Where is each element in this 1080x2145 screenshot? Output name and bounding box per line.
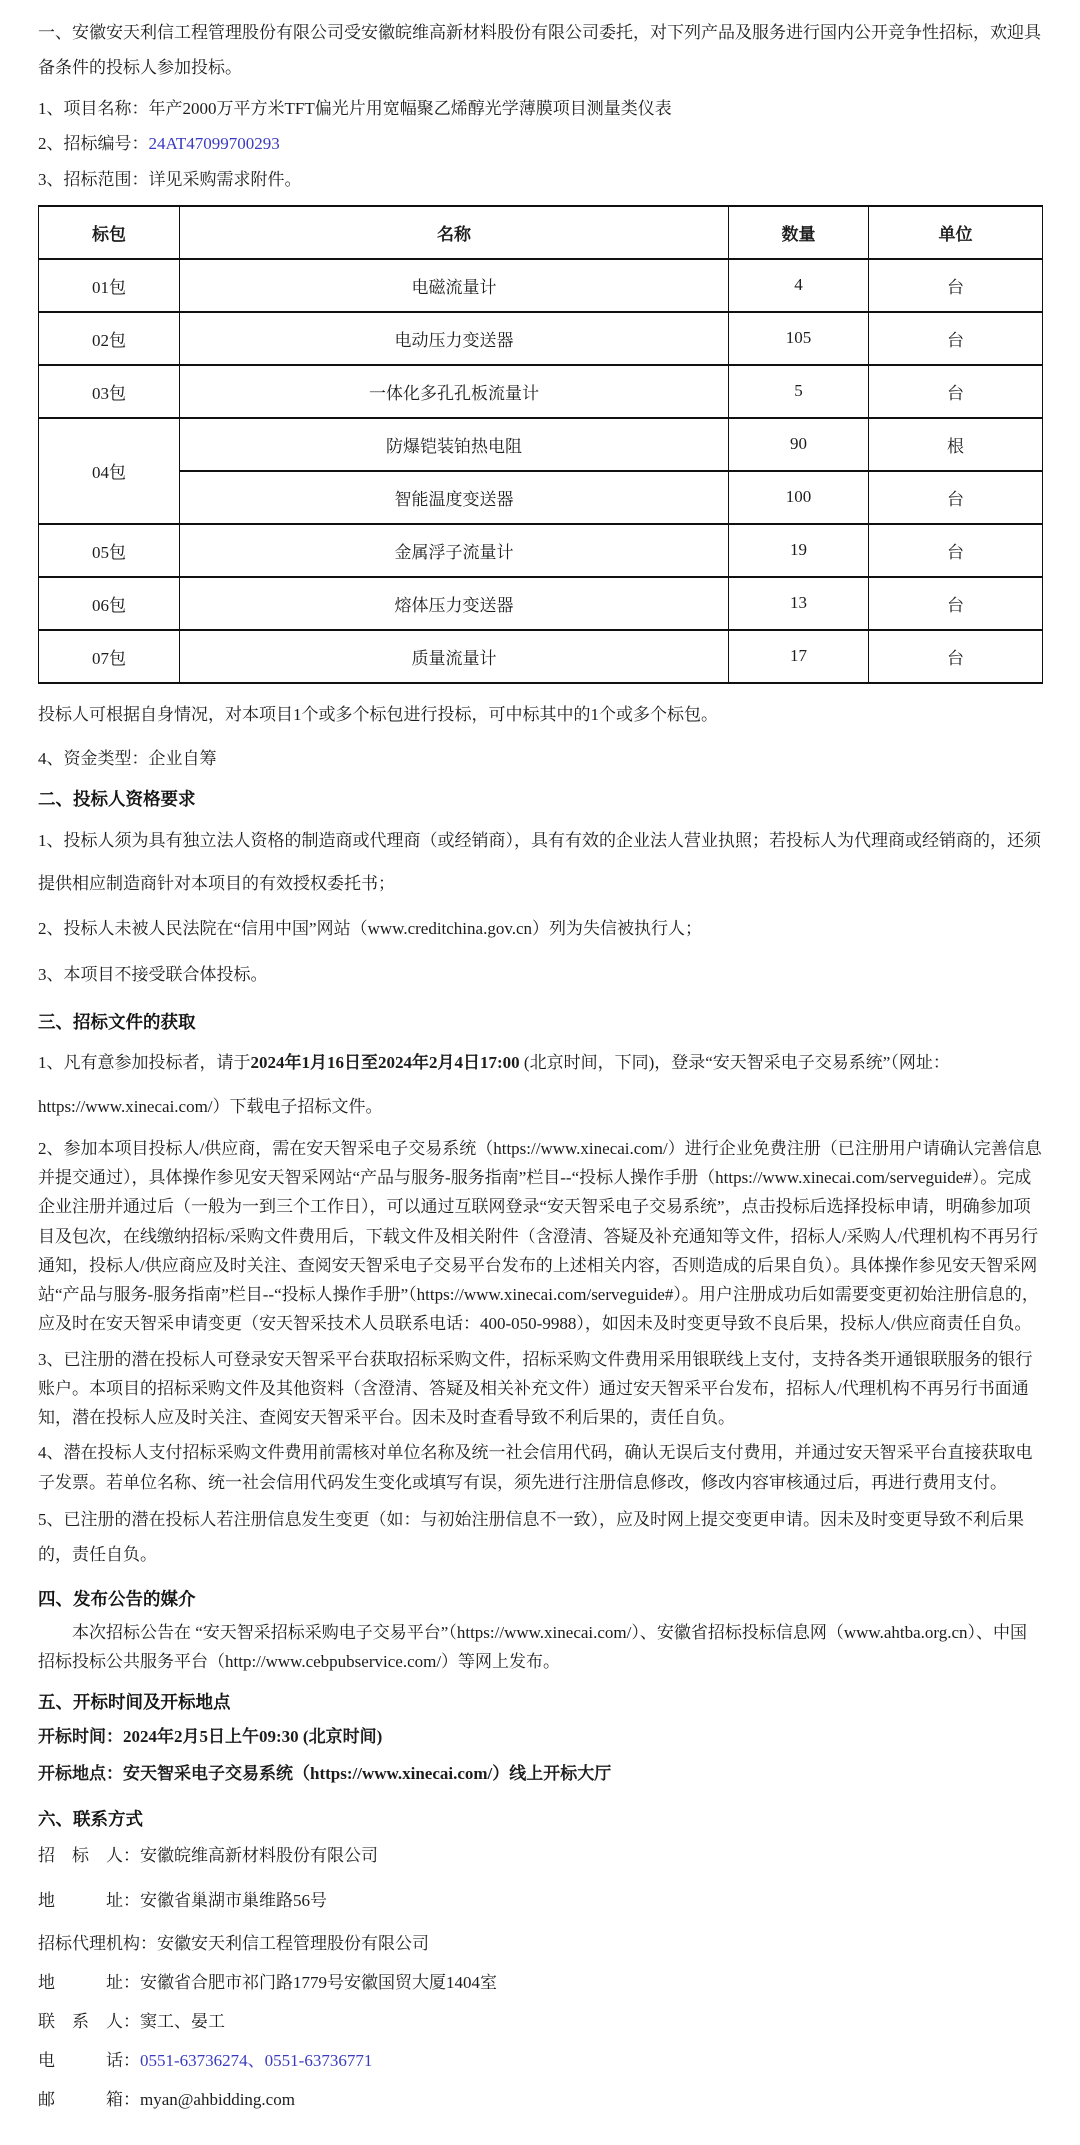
qualification-item: 1、投标人须为具有独立法人资格的制造商或代理商（或经销商），具有有效的企业法人营业执照；若投标人为代理商或经销商的，还须提供相应制造商针对本项目的有效授权委托书； — [38, 830, 1041, 894]
phone-numbers: 0551-63736274、0551-63736771 — [140, 2051, 373, 2071]
fund-type-line: 4、资金类型：企业自筹 — [38, 748, 217, 768]
bid-opening-time: 开标时间：2024年2月5日上午09:30 (北京时间) — [38, 1727, 383, 1747]
cell-name: 防爆铠装铂热电阻 — [180, 418, 729, 471]
table-row — [39, 630, 1043, 683]
phone-line — [38, 2041, 1042, 2080]
cell-package: 06包 — [39, 577, 180, 630]
cell-quantity: 4 — [729, 259, 869, 312]
cell-quantity: 90 — [729, 418, 869, 471]
tenderer-label: 招 标 人： — [38, 1845, 140, 1865]
contact-persons: 窦工、晏工 — [140, 2012, 225, 2032]
tenderer-address-line — [38, 1881, 1042, 1920]
col-header-name: 名称 — [180, 206, 729, 259]
col-header-package: 标包 — [39, 206, 180, 259]
agency-address: 安徽省合肥市祁门路1779号安徽国贸大厦1404室 — [140, 1973, 497, 1993]
contact-persons-label: 联 系 人： — [38, 2012, 140, 2032]
cell-package: 03包 — [39, 365, 180, 418]
cell-quantity: 13 — [729, 577, 869, 630]
announcement-media-body: 本次招标公告在 “安天智采招标采购电子交易平台”（https://www.xinecai.com/）、安徽省招标投标信息网（www.ahtba.org.cn）、中国招标投标公共服务平台（http://www.cebpubservice.com/）等网上发布。 — [38, 1622, 1028, 1671]
cell-unit: 台 — [869, 471, 1043, 524]
section-heading-bid-opening: 五、开标时间及开标地点 — [38, 1692, 231, 1713]
agency-address-line — [38, 1963, 1042, 2002]
intro-paragraph: 一、安徽安天利信工程管理股份有限公司受安徽皖维高新材料股份有限公司委托，对下列产品及服务进行国内公开竞争性招标，欢迎具备条件的投标人参加投标。 — [38, 23, 1041, 77]
table-row — [39, 524, 1043, 577]
multi-package-note: 投标人可根据自身情况，对本项目1个或多个标包进行投标，可中标其中的1个或多个标包。 — [38, 704, 718, 724]
cell-unit: 台 — [869, 630, 1043, 683]
qualification-item: 3、本项目不接受联合体投标。 — [38, 964, 268, 984]
phone-label: 电 话： — [38, 2051, 140, 2071]
acquisition-deadline: 2024年1月16日至2024年2月4日17:00 — [250, 1053, 520, 1073]
table-row — [39, 577, 1043, 630]
email-label: 邮 箱： — [38, 2090, 140, 2110]
acquisition-item-5: 5、已注册的潜在投标人若注册信息发生变更（如：与初始注册信息不一致），应及时网上提交变更申请。因未及时变更导致不利后果的，责任自负。 — [38, 1509, 1024, 1564]
tender-code-value: 24AT47099700293 — [148, 134, 280, 154]
table-row — [39, 312, 1043, 365]
table-row — [39, 418, 1043, 471]
cell-quantity: 105 — [729, 312, 869, 365]
cell-name: 熔体压力变送器 — [180, 577, 729, 630]
cell-unit: 台 — [869, 577, 1043, 630]
tenderer-address: 安徽省巢湖市巢维路56号 — [140, 1890, 327, 1910]
acquisition-item-2: 2、参加本项目投标人/供应商，需在安天智采电子交易系统（https://www.xinecai.com/）进行企业免费注册（已注册用户请确认完善信息并提交通过），具体操作参见安天智采网站“产品与服务-服务指南”栏目--“投标人操作手册（https://www.xinecai.com/serveguide#）。完成企业注册并通过后（一般为一到三个工作日），可以通过互联网登录“安天智采电子交易系统”，点击投标后选择投标申请，明确参加项目及包次，在线缴纳招标/采购文件费用后，下载文件及相关附件（含澄清、答疑及补充通知等文件，招标人/采购人/代理机构不再另行通知，投标人/供应商应及时关注、查阅安天智采电子交易平台发布的上述相关内容，否则造成的后果自负）。具体操作参见安天智采网站“产品与服务-服务指南”栏目--“投标人操作手册”（https://www.xinecai.com/serveguide#）。用户注册成功后如需要变更初始注册信息的，应及时在安天智采申请变更（安天智采技术人员联系电话：400-050-9988），如因未及时变更导致不良后果，投标人/供应商责任自负。 — [38, 1139, 1042, 1334]
cell-quantity: 19 — [729, 524, 869, 577]
agency-name: 安徽安天利信工程管理股份有限公司 — [157, 1934, 429, 1953]
tender-scope-line: 3、招标范围：详见采购需求附件。 — [38, 170, 302, 190]
acquisition-item-1-post: (北京时间，下同)，登录“安天智采电子交易系统”（网址：https://www.xinecai.com/）下载电子招标文件。 — [38, 1053, 950, 1116]
tenderer-address-label: 地 址： — [38, 1890, 140, 1910]
cell-name: 一体化多孔孔板流量计 — [180, 365, 729, 418]
tenderer-line — [38, 1836, 1042, 1875]
cell-unit: 台 — [869, 365, 1043, 418]
cell-unit: 根 — [869, 418, 1043, 471]
email-line — [38, 2080, 1042, 2119]
project-name-line: 1、项目名称：年产2000万平方米TFT偏光片用宽幅聚乙烯醇光学薄膜项目测量类仪表 — [38, 98, 672, 118]
bid-opening-place: 开标地点：安天智采电子交易系统（https://www.xinecai.com/）线上开标大厅 — [38, 1764, 612, 1784]
section-heading-bidder-qualifications: 二、投标人资格要求 — [38, 789, 196, 810]
acquisition-item-1-pre: 1、凡有意参加投标者，请于 — [38, 1053, 251, 1073]
cell-unit: 台 — [869, 259, 1043, 312]
agency-label: 招标代理机构： — [38, 1934, 157, 1953]
bid-packages-table — [38, 205, 1043, 684]
cell-name: 质量流量计 — [180, 630, 729, 683]
tenderer-name: 安徽皖维高新材料股份有限公司 — [140, 1845, 378, 1865]
cell-package: 01包 — [39, 259, 180, 312]
table-row — [39, 259, 1043, 312]
email-address: myan@ahbidding.com — [140, 2090, 295, 2110]
col-header-quantity: 数量 — [729, 206, 869, 259]
cell-unit: 台 — [869, 524, 1043, 577]
cell-package: 02包 — [39, 312, 180, 365]
qualification-item: 2、投标人未被人民法院在“信用中国”网站（www.creditchina.gov.cn）列为失信被执行人； — [38, 919, 703, 939]
acquisition-item-1 — [38, 1041, 1042, 1128]
table-row — [39, 365, 1043, 418]
cell-name: 金属浮子流量计 — [180, 524, 729, 577]
cell-unit: 台 — [869, 312, 1043, 365]
contact-persons-line — [38, 2002, 1042, 2041]
cell-quantity: 5 — [729, 365, 869, 418]
cell-package: 04包 — [39, 418, 180, 524]
cell-quantity: 17 — [729, 630, 869, 683]
cell-name: 智能温度变送器 — [180, 471, 729, 524]
cell-name: 电动压力变送器 — [180, 312, 729, 365]
cell-name: 电磁流量计 — [180, 259, 729, 312]
table-row — [39, 471, 1043, 524]
section-heading-contact: 六、联系方式 — [38, 1808, 143, 1829]
section-heading-document-acquisition: 三、招标文件的获取 — [38, 1012, 196, 1033]
cell-package: 07包 — [39, 630, 180, 683]
cell-package: 05包 — [39, 524, 180, 577]
col-header-unit: 单位 — [869, 206, 1043, 259]
agency-line — [38, 1924, 1042, 1963]
acquisition-item-4: 4、潜在投标人支付招标采购文件费用前需核对单位名称及统一社会信用代码，确认无误后支付费用，并通过安天智采平台直接获取电子发票。若单位名称、统一社会信用代码发生变化或填写有误，须先进行注册信息修改，修改内容审核通过后，再进行费用支付。 — [38, 1443, 1033, 1492]
cell-quantity: 100 — [729, 471, 869, 524]
tender-code-label: 2、招标编号： — [38, 134, 149, 154]
section-heading-announcement-media: 四、发布公告的媒介 — [38, 1588, 196, 1609]
acquisition-item-3: 3、已注册的潜在投标人可登录安天智采平台获取招标采购文件，招标采购文件费用采用银联线上支付，支持各类开通银联服务的银行账户。本项目的招标采购文件及其他资料（含澄清、答疑及相关补充文件）通过安天智采平台发布，招标人/代理机构不再另行书面通知，潜在投标人应及时关注、查阅安天智采平台。因未及时查看导致不利后果的，责任自负。 — [38, 1349, 1033, 1428]
table-header-row — [39, 206, 1043, 259]
tender-code-line — [38, 129, 1042, 159]
agency-address-label: 地 址： — [38, 1973, 140, 1993]
